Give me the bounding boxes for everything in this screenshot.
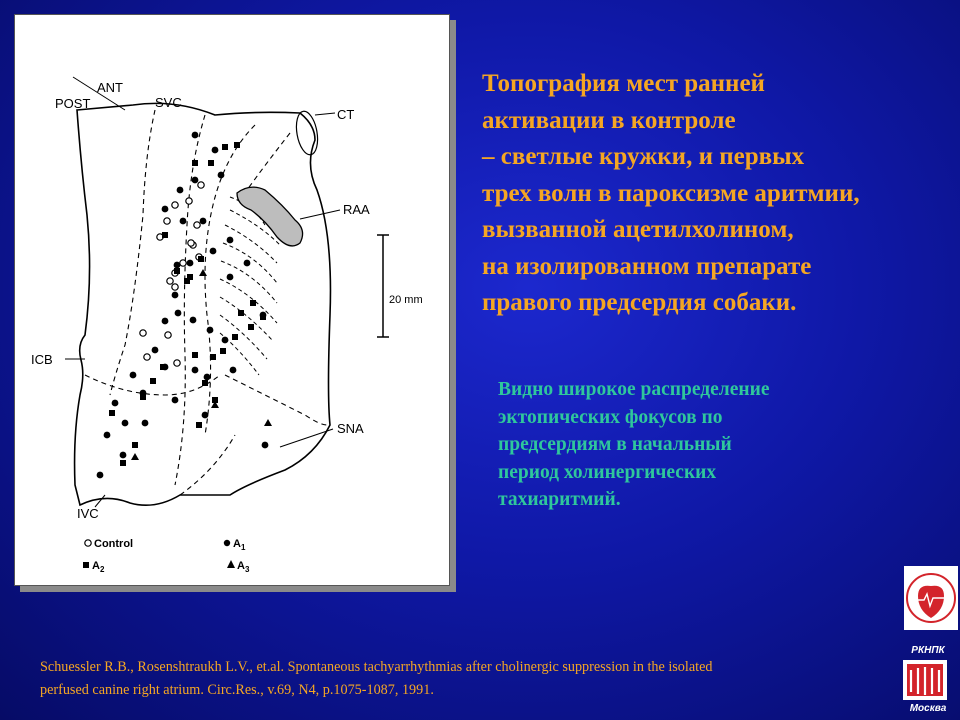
marker-a1 — [262, 442, 269, 449]
marker-a1 — [177, 187, 184, 194]
marker-a1 — [120, 452, 127, 459]
marker-a1 — [192, 132, 199, 139]
marker-a1 — [180, 218, 187, 225]
marker-a1 — [227, 274, 234, 281]
marker-a2 — [238, 310, 244, 316]
label-ant: ANT — [97, 80, 123, 95]
boundary-dashed-7 — [180, 435, 235, 495]
title-line: правого предсердия собаки. — [482, 289, 797, 316]
atrium-diagram — [15, 15, 449, 585]
legend-a1-label: $A_1$ — [233, 538, 246, 552]
society-logo-icon — [904, 566, 958, 630]
marker-a1 — [190, 317, 197, 324]
rknpk-logo — [900, 658, 950, 702]
marker-a2 — [210, 354, 216, 360]
marker-a1 — [162, 318, 169, 325]
atrium-outline — [75, 103, 331, 505]
legend-a3-label: $A_3$ — [237, 560, 250, 574]
marker-a2 — [150, 378, 156, 384]
marker-a1 — [162, 206, 169, 213]
marker-control — [188, 240, 194, 246]
marker-a1 — [202, 412, 209, 419]
marker-a1 — [172, 397, 179, 404]
label-ivc: IVC — [77, 506, 99, 521]
marker-a3 — [199, 269, 207, 276]
legend-a3-symbol — [227, 560, 235, 568]
legend-a2-symbol — [83, 562, 89, 568]
marker-a2 — [234, 142, 240, 148]
marker-control — [140, 330, 146, 336]
marker-control — [164, 218, 170, 224]
marker-a1 — [104, 432, 111, 439]
citation-line-2: perfused canine right atrium. Circ.Res., v.69, N4, p.1075-1087, 1991. — [40, 682, 434, 698]
marker-control — [167, 278, 173, 284]
subtitle-line: Видно широкое распределение — [498, 379, 770, 400]
slide-title — [482, 66, 960, 322]
marker-a2 — [232, 334, 238, 340]
marker-control — [172, 284, 178, 290]
boundary-dashed-2 — [175, 115, 205, 485]
marker-control — [172, 202, 178, 208]
label-raa: RAA — [343, 202, 370, 217]
citation — [40, 656, 940, 702]
markers-control — [140, 182, 204, 366]
marker-a2 — [109, 410, 115, 416]
title-line: – светлые кружки, и первых — [482, 143, 805, 170]
marker-a2 — [162, 232, 168, 238]
marker-a1 — [200, 218, 207, 225]
marker-a2 — [192, 160, 198, 166]
markers-a1 — [97, 132, 269, 479]
leader-raa — [300, 210, 340, 219]
subtitle-line: эктопических фокусов по — [498, 406, 723, 428]
marker-a2 — [260, 314, 266, 320]
label-svc: SVC — [155, 95, 182, 110]
marker-a1 — [207, 327, 214, 334]
marker-control — [186, 198, 192, 204]
boundary-dashed-4 — [247, 133, 290, 190]
marker-a2 — [132, 442, 138, 448]
marker-a2 — [220, 348, 226, 354]
marker-a1 — [212, 147, 219, 154]
marker-a2 — [140, 394, 146, 400]
leader-ct — [315, 113, 335, 115]
marker-a1 — [152, 347, 159, 354]
marker-a2 — [120, 460, 126, 466]
marker-control — [174, 360, 180, 366]
rknpk-logo-icon — [900, 658, 950, 702]
marker-a1 — [130, 372, 137, 379]
title-line: трех волн в пароксизме аритмии, — [482, 179, 860, 207]
marker-a2 — [250, 300, 256, 306]
marker-a1 — [187, 260, 194, 267]
ct-ellipse — [293, 110, 320, 157]
marker-a1 — [230, 367, 237, 374]
subtitle-line: предсердиям в начальный — [498, 434, 732, 455]
leader-sna — [280, 429, 333, 447]
legend-a2-label: $A_2$ — [92, 560, 105, 574]
marker-a3 — [264, 419, 272, 426]
legend-control-symbol — [85, 540, 91, 546]
logo-rknpk-text: РКНПК — [911, 645, 945, 656]
legend-control-label: Control — [94, 538, 134, 550]
legend-a1-symbol — [224, 540, 230, 546]
marker-a1 — [227, 237, 234, 244]
citation-line-1: Schuessler R.B., Rosenshtraukh L.V., et.al. Spontaneous tachyarrhythmias after cholinergic suppression in the isolated — [40, 659, 713, 675]
marker-a1 — [210, 248, 217, 255]
boundary-dashed-6 — [225, 375, 327, 425]
marker-a2 — [208, 160, 214, 166]
marker-a2 — [174, 268, 180, 274]
legend — [83, 538, 250, 574]
marker-a3 — [131, 453, 139, 460]
marker-a1 — [97, 472, 104, 479]
marker-a2 — [222, 144, 228, 150]
marker-a1 — [172, 292, 179, 299]
marker-control — [194, 222, 200, 228]
boundary-dashed-1 — [110, 110, 155, 395]
marker-a1 — [244, 260, 251, 267]
subtitle-line: тахиаритмий. — [498, 489, 621, 510]
scale-bar — [377, 235, 389, 337]
marker-a1 — [192, 367, 199, 374]
marker-a2 — [192, 352, 198, 358]
marker-a1 — [174, 262, 181, 269]
marker-a2 — [184, 278, 190, 284]
title-line: на изолированном препарате — [482, 252, 812, 280]
marker-a1 — [192, 177, 199, 184]
society-logo — [904, 566, 958, 630]
figure-panel — [14, 14, 450, 586]
marker-a1 — [142, 420, 149, 427]
marker-a2 — [160, 364, 166, 370]
marker-a1 — [218, 172, 225, 179]
marker-a2 — [202, 380, 208, 386]
slide-subtitle — [498, 376, 898, 514]
label-ct: CT — [337, 107, 355, 122]
marker-a1 — [222, 337, 229, 344]
subtitle-line: период холинергических — [498, 461, 717, 483]
marker-a1 — [175, 310, 182, 317]
marker-control — [180, 260, 186, 266]
label-icb: ICB — [31, 352, 53, 367]
marker-control — [144, 354, 150, 360]
marker-control — [165, 332, 171, 338]
marker-a1 — [122, 420, 129, 427]
title-line: активации в контроле — [482, 106, 736, 134]
label-sna: SNA — [337, 421, 364, 436]
label-scale: 20 mm — [389, 294, 423, 306]
title-line: Топография мест ранней — [482, 70, 765, 97]
marker-a2 — [198, 256, 204, 262]
label-post: POST — [55, 96, 91, 111]
marker-control — [198, 182, 204, 188]
marker-a2 — [248, 324, 254, 330]
marker-a1 — [112, 400, 119, 407]
logo-moscow-text: Москва — [909, 703, 947, 714]
marker-a1 — [204, 374, 211, 381]
marker-a2 — [196, 422, 202, 428]
title-line: вызванной ацетилхолином, — [482, 216, 794, 243]
